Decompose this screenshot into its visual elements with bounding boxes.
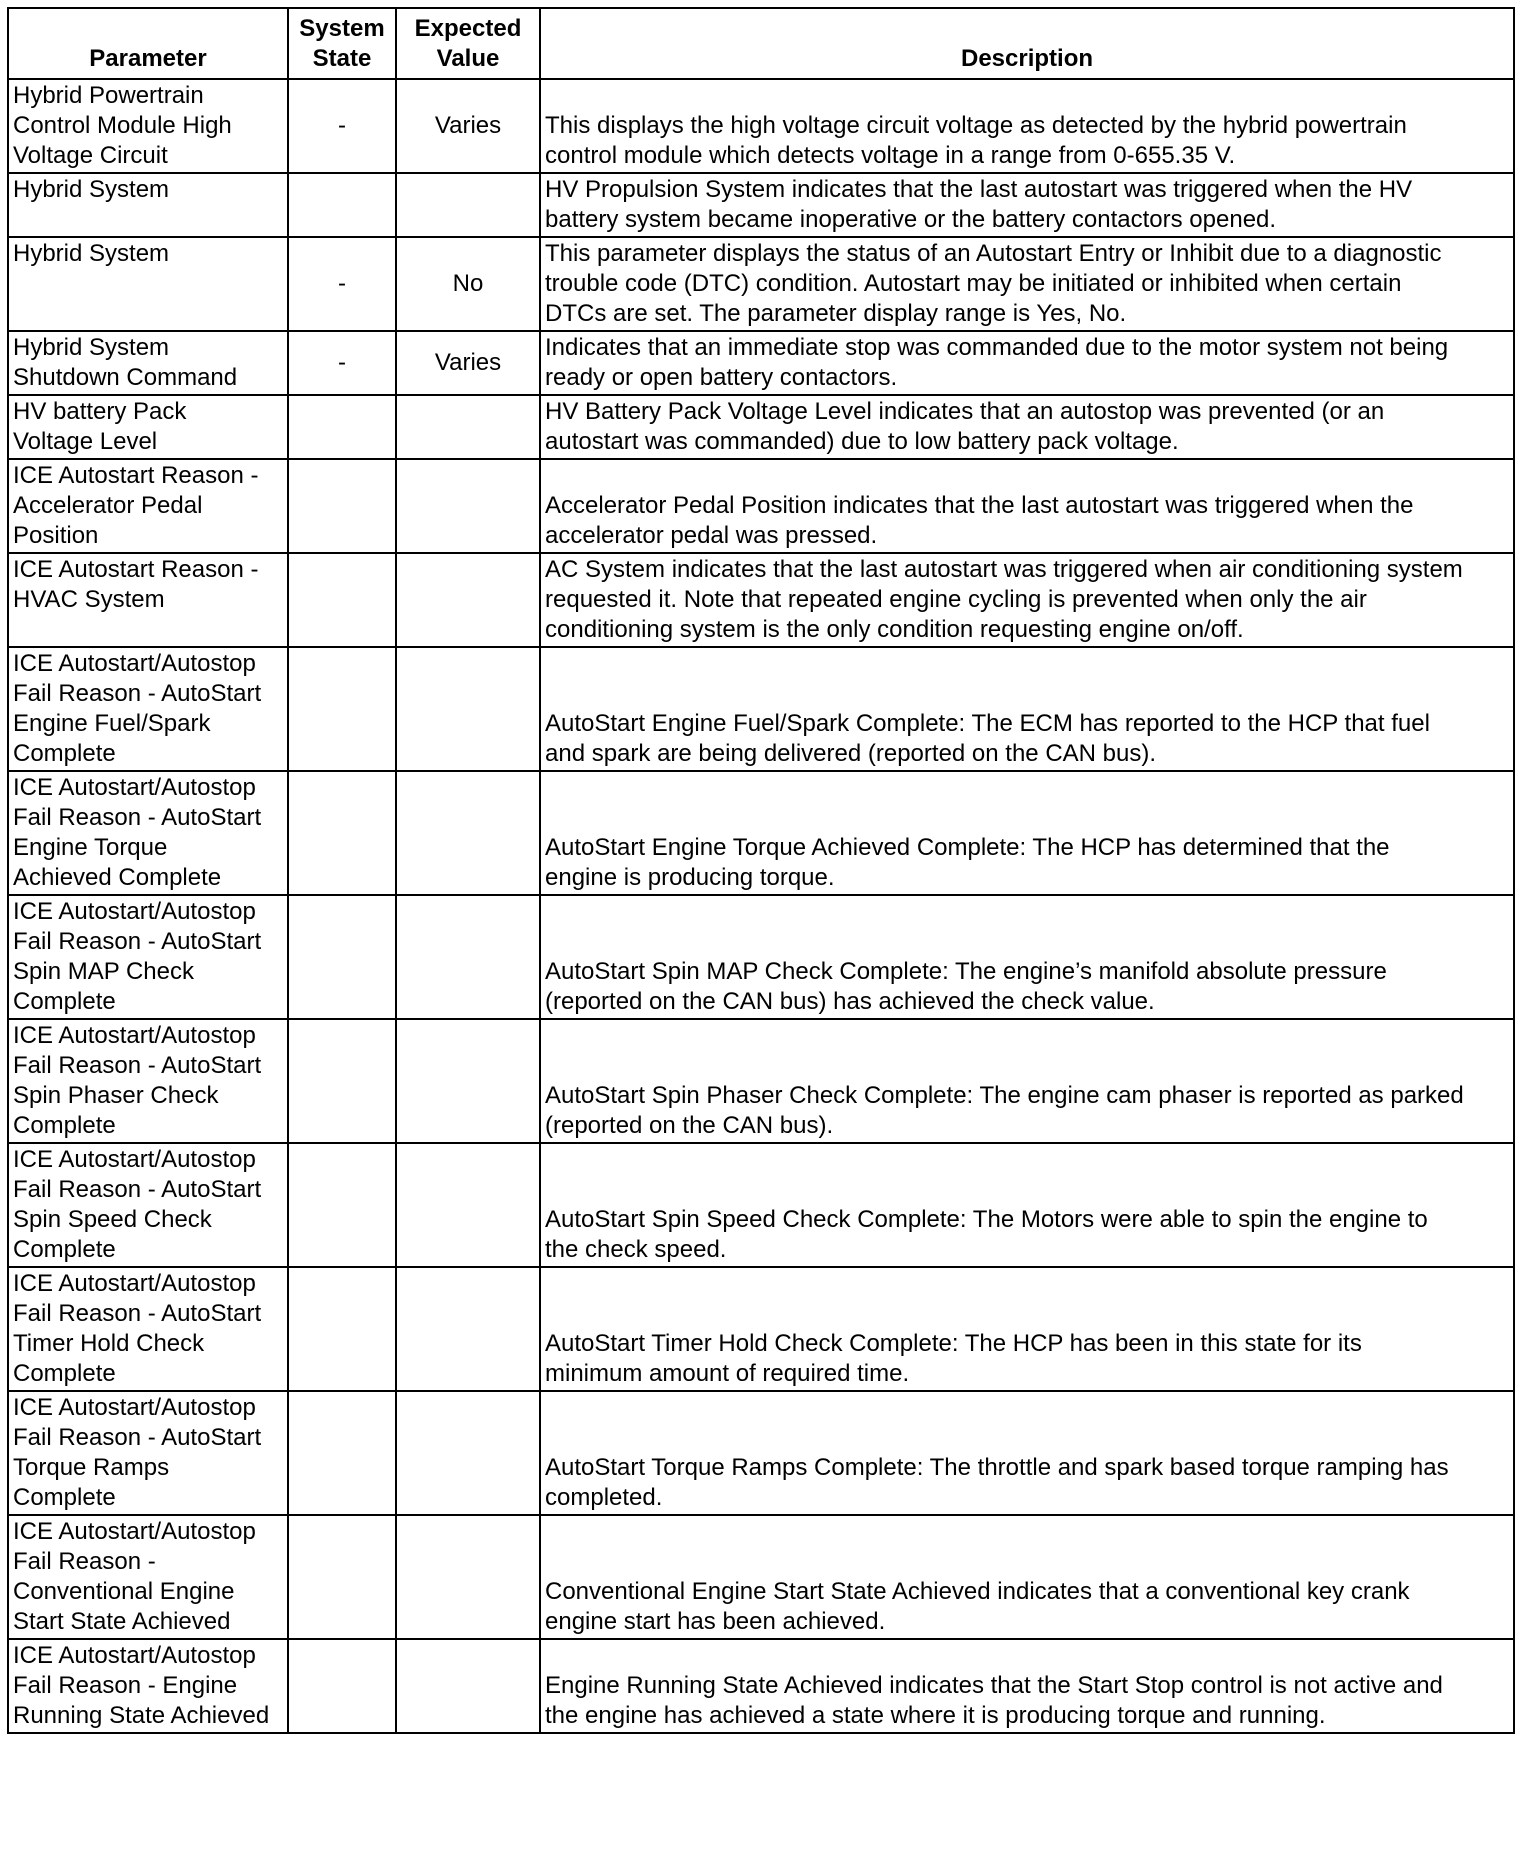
cell-system-state [288, 895, 396, 1019]
cell-description [540, 895, 1514, 1019]
cell-expected-value [396, 647, 540, 771]
cell-parameter-text: ICE Autostart Reason - HVAC System [13, 556, 259, 613]
cell-parameter [8, 459, 288, 553]
cell-system-state [288, 647, 396, 771]
cell-expected-value [396, 331, 540, 395]
cell-system-state [288, 79, 396, 173]
cell-parameter-text: ICE Autostart/Autostop Fail Reason - AutoStart Timer Hold Check Complete [13, 1270, 262, 1387]
cell-description-text: AutoStart Torque Ramps Complete: The throttle and spark based torque ramping has completed. [545, 1454, 1449, 1511]
cell-expected-value [396, 553, 540, 647]
cell-description-text: AutoStart Spin MAP Check Complete: The engine’s manifold absolute pressure (reported on the CAN bus) has achieved the check value. [545, 958, 1387, 1015]
cell-parameter [8, 1143, 288, 1267]
cell-parameter [8, 237, 288, 331]
header-parameter: Parameter [8, 8, 288, 79]
cell-description [540, 771, 1514, 895]
cell-description-text: Engine Running State Achieved indicates that the Start Stop control is not active and the engine has achieved a state where it is producing torque and running. [545, 1672, 1443, 1729]
cell-system-state-text: - [338, 112, 346, 139]
cell-expected-value [396, 1391, 540, 1515]
parameter-table [7, 7, 1515, 1734]
cell-system-state [288, 771, 396, 895]
table-row [8, 553, 1514, 647]
cell-description-text: AutoStart Spin Speed Check Complete: The Motors were able to spin the engine to the check speed. [545, 1206, 1428, 1263]
cell-description-text: AutoStart Timer Hold Check Complete: The HCP has been in this state for its minimum amount of required time. [545, 1330, 1362, 1387]
cell-parameter [8, 1515, 288, 1639]
cell-parameter [8, 771, 288, 895]
cell-description-text: AutoStart Engine Torque Achieved Complete: The HCP has determined that the engine is producing torque. [545, 834, 1390, 891]
cell-description [540, 1267, 1514, 1391]
cell-parameter-text: Hybrid Powertrain Control Module High Voltage Circuit [13, 82, 232, 169]
cell-system-state [288, 553, 396, 647]
cell-parameter [8, 395, 288, 459]
cell-description [540, 1391, 1514, 1515]
cell-description [540, 1019, 1514, 1143]
cell-description-text: AutoStart Engine Fuel/Spark Complete: The ECM has reported to the HCP that fuel and spark are being delivered (reported on the CAN bus). [545, 710, 1430, 767]
cell-expected-value [396, 1019, 540, 1143]
cell-parameter-text: ICE Autostart/Autostop Fail Reason - AutoStart Spin Phaser Check Complete [13, 1022, 262, 1139]
cell-parameter-text: Hybrid System Shutdown Command [13, 334, 238, 391]
cell-system-state [288, 1143, 396, 1267]
cell-description [540, 173, 1514, 237]
cell-expected-value [396, 459, 540, 553]
cell-description-text: Indicates that an immediate stop was commanded due to the motor system not being ready or open battery contactors. [545, 334, 1449, 391]
cell-expected-value-text: No [452, 270, 484, 297]
cell-description [540, 331, 1514, 395]
table-row [8, 331, 1514, 395]
cell-description [540, 395, 1514, 459]
cell-system-state [288, 1639, 396, 1733]
cell-parameter-text: ICE Autostart Reason - Accelerator Pedal Position [13, 462, 259, 549]
cell-system-state [288, 173, 396, 237]
table-header [8, 8, 1514, 79]
cell-parameter-text: ICE Autostart/Autostop Fail Reason - Conventional Engine Start State Achieved [13, 1518, 256, 1635]
cell-parameter [8, 331, 288, 395]
cell-expected-value-text: Varies [434, 349, 502, 376]
table-row [8, 1019, 1514, 1143]
cell-parameter [8, 1267, 288, 1391]
table-row [8, 895, 1514, 1019]
cell-expected-value [396, 173, 540, 237]
cell-description [540, 553, 1514, 647]
cell-system-state [288, 331, 396, 395]
cell-expected-value [396, 771, 540, 895]
cell-parameter-text: ICE Autostart/Autostop Fail Reason - AutoStart Spin MAP Check Complete [13, 898, 262, 1015]
table-row [8, 1391, 1514, 1515]
cell-parameter-text: ICE Autostart/Autostop Fail Reason - Engine Running State Achieved [13, 1642, 270, 1729]
cell-parameter [8, 1019, 288, 1143]
table-row [8, 79, 1514, 173]
cell-system-state [288, 1267, 396, 1391]
cell-system-state [288, 1391, 396, 1515]
table-row [8, 1639, 1514, 1733]
table-row [8, 173, 1514, 237]
cell-description [540, 237, 1514, 331]
cell-parameter [8, 1391, 288, 1515]
cell-description [540, 647, 1514, 771]
cell-parameter [8, 1639, 288, 1733]
cell-parameter-text: ICE Autostart/Autostop Fail Reason - AutoStart Engine Torque Achieved Complete [13, 774, 262, 891]
table-row [8, 395, 1514, 459]
cell-parameter [8, 79, 288, 173]
cell-parameter-text: ICE Autostart/Autostop Fail Reason - AutoStart Engine Fuel/Spark Complete [13, 650, 262, 767]
cell-expected-value-text: Varies [434, 112, 502, 139]
cell-system-state [288, 459, 396, 553]
cell-expected-value [396, 1143, 540, 1267]
cell-parameter-text: Hybrid System [13, 240, 170, 267]
cell-description-text: Accelerator Pedal Position indicates that the last autostart was triggered when the accelerator pedal was pressed. [545, 492, 1414, 549]
table-row [8, 1515, 1514, 1639]
table-row [8, 1267, 1514, 1391]
cell-description-text: Conventional Engine Start State Achieved indicates that a conventional key crank engine start has been achieved. [545, 1578, 1410, 1635]
cell-system-state [288, 1515, 396, 1639]
cell-parameter-text: Hybrid System [13, 176, 170, 203]
cell-description [540, 79, 1514, 173]
cell-expected-value [396, 1639, 540, 1733]
cell-description-text: This parameter displays the status of an Autostart Entry or Inhibit due to a diagnostic trouble code (DTC) condition. Autostart may be initiated or inhibited when certain DTCs are set. The parameter display range is Yes, No. [545, 240, 1442, 327]
cell-system-state [288, 1019, 396, 1143]
header-row [8, 8, 1514, 79]
table-row [8, 647, 1514, 771]
cell-description [540, 459, 1514, 553]
cell-description [540, 1639, 1514, 1733]
cell-description [540, 1515, 1514, 1639]
cell-description-text: AC System indicates that the last autostart was triggered when air conditioning system requested it. Note that repeated engine cycling is prevented when only the air conditioning system is the only condition requesting engine on/off. [545, 556, 1463, 643]
cell-parameter [8, 553, 288, 647]
cell-description [540, 1143, 1514, 1267]
cell-system-state-text: - [338, 349, 346, 376]
cell-description-text: This displays the high voltage circuit voltage as detected by the hybrid powertrain control module which detects voltage in a range from 0-655.35 V. [545, 112, 1407, 169]
header-description: Description [540, 8, 1514, 79]
cell-parameter-text: ICE Autostart/Autostop Fail Reason - AutoStart Spin Speed Check Complete [13, 1146, 262, 1263]
cell-system-state [288, 395, 396, 459]
table-row [8, 459, 1514, 553]
header-system-state: System State [288, 8, 396, 79]
header-expected-value: Expected Value [396, 8, 540, 79]
cell-description-text: HV Battery Pack Voltage Level indicates that an autostop was prevented (or an autostart was commanded) due to low battery pack voltage. [545, 398, 1385, 455]
cell-system-state [288, 237, 396, 331]
cell-expected-value [396, 1267, 540, 1391]
cell-parameter [8, 895, 288, 1019]
cell-expected-value [396, 237, 540, 331]
table-row [8, 237, 1514, 331]
cell-expected-value [396, 395, 540, 459]
cell-parameter [8, 173, 288, 237]
cell-expected-value [396, 1515, 540, 1639]
cell-parameter-text: HV battery Pack Voltage Level [13, 398, 187, 455]
cell-parameter-text: ICE Autostart/Autostop Fail Reason - AutoStart Torque Ramps Complete [13, 1394, 262, 1511]
cell-description-text: HV Propulsion System indicates that the last autostart was triggered when the HV battery system became inoperative or the battery contactors opened. [545, 176, 1413, 233]
cell-expected-value [396, 895, 540, 1019]
table-row [8, 771, 1514, 895]
cell-description-text: AutoStart Spin Phaser Check Complete: The engine cam phaser is reported as parked (reported on the CAN bus). [545, 1082, 1464, 1139]
cell-expected-value [396, 79, 540, 173]
table-row [8, 1143, 1514, 1267]
cell-system-state-text: - [338, 270, 346, 297]
cell-parameter [8, 647, 288, 771]
table-body [8, 79, 1514, 1733]
